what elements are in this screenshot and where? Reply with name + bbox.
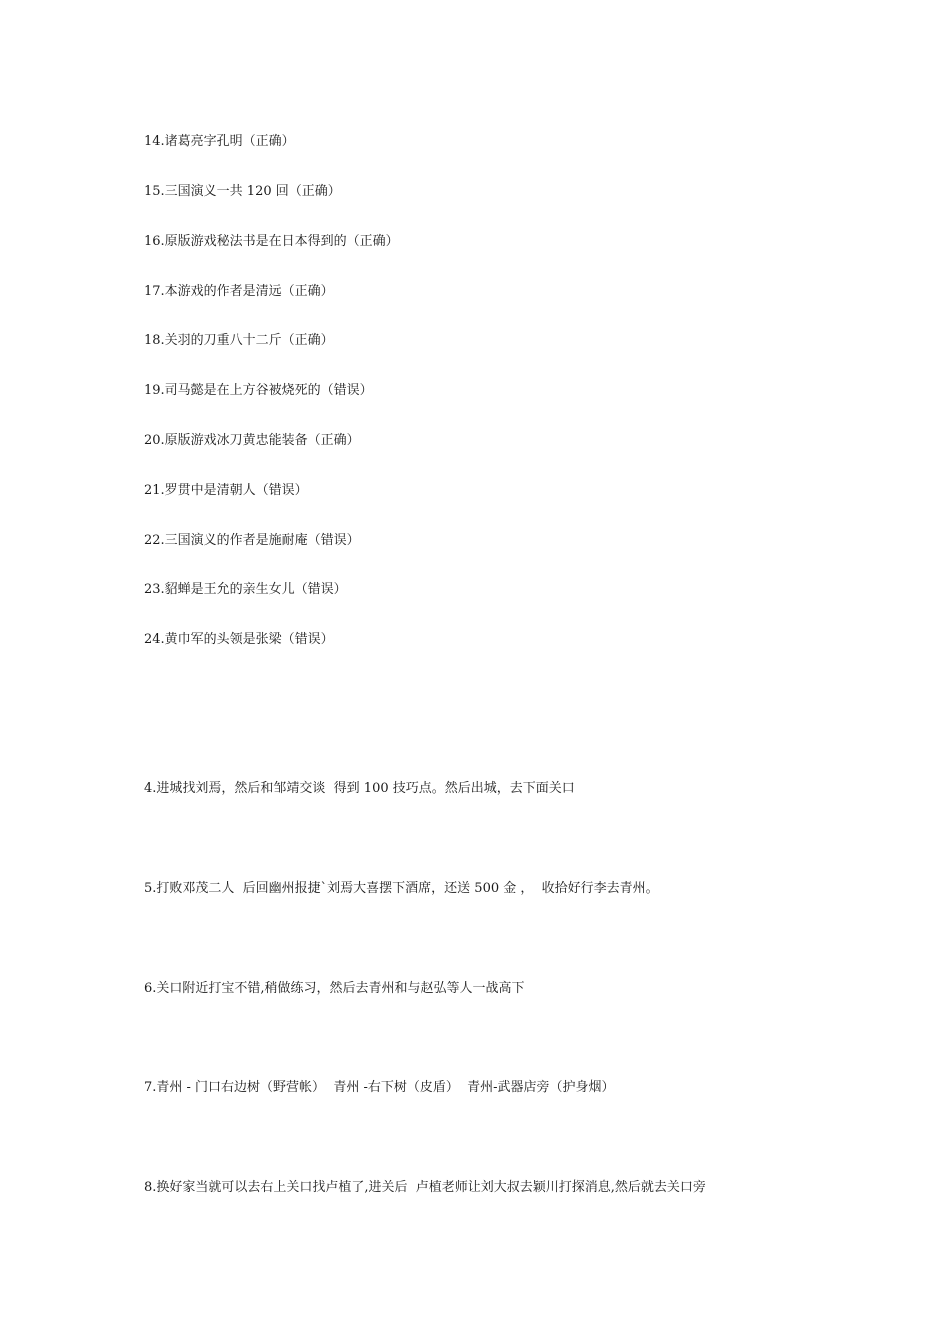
- walkthrough-step: 8.换好家当就可以去右上关口找卢植了,进关后 卢植老师让刘大叔去颖川打探消息,然后就去关口旁: [144, 1180, 706, 1195]
- walkthrough-step: 5.打败邓茂二人 后回幽州报捷`刘焉大喜摆下酒席，还送 500 金 ， 收拾好行李去青州。: [144, 881, 659, 896]
- walkthrough-step: 4.进城找刘焉，然后和邹靖交谈 得到 100 技巧点。然后出城，去下面关口: [144, 781, 575, 796]
- quiz-item: 21.罗贯中是清朝人（错误）: [144, 483, 308, 498]
- quiz-item: 17.本游戏的作者是清远（正确）: [144, 284, 334, 299]
- walkthrough-step: 6.关口附近打宝不错,稍做练习，然后去青州和与赵弘等人一战高下: [144, 981, 525, 996]
- quiz-item: 16.原版游戏秘法书是在日本得到的（正确）: [144, 234, 399, 249]
- quiz-item: 18.关羽的刀重八十二斤（正确）: [144, 333, 334, 348]
- quiz-item: 24.黄巾军的头领是张梁（错误）: [144, 632, 334, 647]
- quiz-item: 14.诸葛亮字孔明（正确）: [144, 134, 295, 149]
- quiz-item: 20.原版游戏冰刀黄忠能装备（正确）: [144, 433, 360, 448]
- quiz-item: 22.三国演义的作者是施耐庵（错误）: [144, 533, 360, 548]
- quiz-item: 15.三国演义一共 120 回（正确）: [144, 184, 341, 199]
- walkthrough-step: 7.青州 - 门口右边树（野营帐） 青州 -右下树（皮盾） 青州-武器店旁（护身烟）: [144, 1080, 615, 1095]
- quiz-item: 23.貂蝉是王允的亲生女儿（错误）: [144, 582, 347, 597]
- quiz-item: 19.司马懿是在上方谷被烧死的（错误）: [144, 383, 373, 398]
